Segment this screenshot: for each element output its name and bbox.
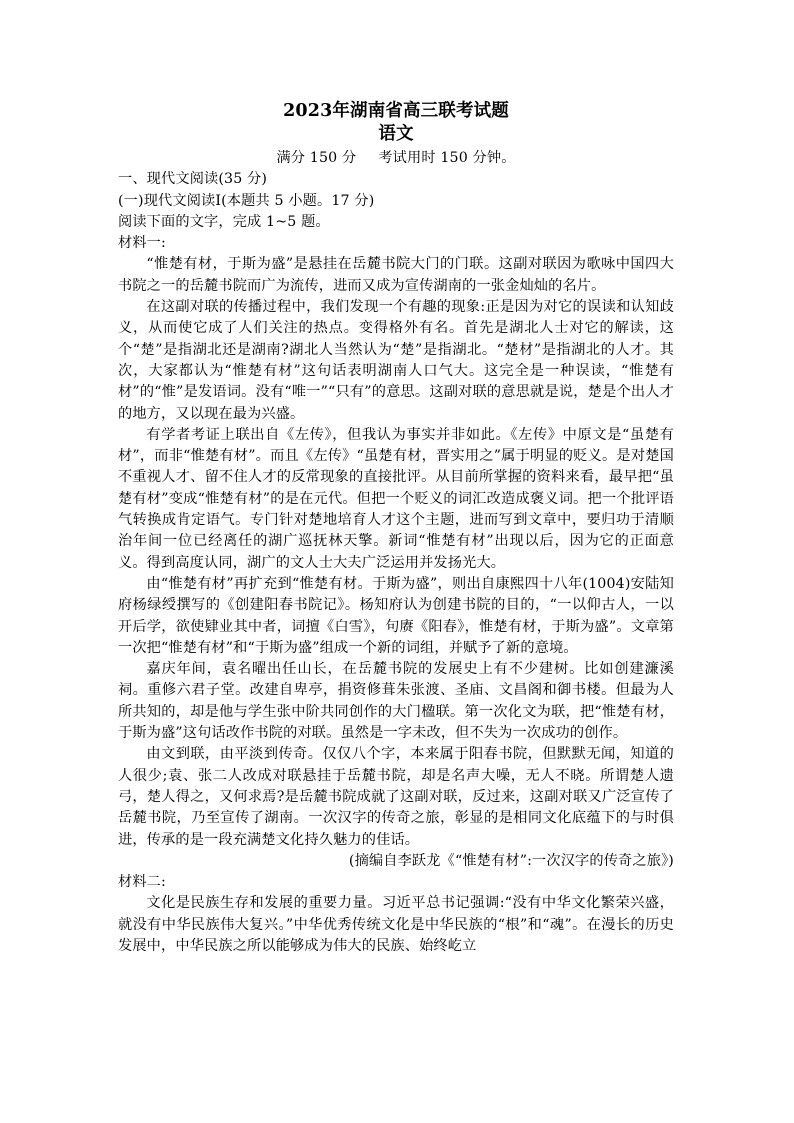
section-heading: 一、现代文阅读(35 分)	[118, 171, 268, 188]
material-one-paragraph: 由文到联，由平淡到传奇。仅仅八个字，本来属于阳春书院，但默默无闻，知道的人很少;袁、张二人改成对联悬挂于岳麓书院，却是名声大噪，无人不晓。所谓楚人遗弓，楚人得之，又何求焉?是岳麓书院成就了这副对联，反过来，这副对联又广泛宣传了岳麓书院，乃至宣传了湖南。一次汉字的传奇之旅，彰显的是相同文化底蕴下的与时俱进，传承的是一段充满楚文化持久魅力的佳话。	[118, 746, 674, 848]
exam-title: 2023年湖南省高三联考试题	[283, 101, 509, 121]
material-one-paragraph: 在这副对联的传播过程中，我们发现一个有趣的现象:正是因为对它的误读和认知歧义，从而使它成了人们关注的热点。变得格外有名。首先是湖北人士对它的解读，这个“楚”是指湖北还是湖南?湖北人当然认为“楚”是指湖北。“楚材”是指湖北的人才。其次，大家都认为“惟楚有材”这句话表明湖南人口气大。这完全是一种误读，“惟楚有材”的“惟”是发语词。没有“唯一”“只有”的意思。这副对联的意思就是说，楚是个出人才的地方，又以现在最为兴盛。	[118, 299, 674, 422]
material-one-paragraph: “惟楚有材，于斯为盛”是悬挂在岳麓书院大门的门联。这副对联因为歌咏中国四大书院之一的岳麓书院而广为流传，进而又成为宣传湖南的一张金灿灿的名片。	[118, 256, 674, 294]
material-two-label: 材料二:	[118, 874, 166, 891]
material-one-paragraph: 嘉庆年间，袁名曜出任山长，在岳麓书院的发展史上有不少建树。比如创建濂溪祠。重修六君子堂。改建自卑亭，捐资修葺朱张渡、圣庙、文昌阁和御书楼。但最为人所共知的，却是他与学生张中阶共同创作的大门楹联。第一次化文为联，把“惟楚有材，于斯为盛”这句话改作书院的对联。虽然是一字未改，但不失为一次成功的创作。	[118, 661, 674, 742]
sub-section-heading: (一)现代文阅读Ⅰ(本题共 5 小题。17 分)	[118, 192, 375, 209]
full-marks: 满分 150 分	[276, 150, 357, 166]
material-one-paragraph: 由“惟楚有材”再扩充到“惟楚有材。于斯为盛”，则出自康熙四十八年(1004)安陆知府杨绿绶撰写的《创建阳春书院记》。杨知府认为创建书院的目的，“一以仰古人，一以开后学，欲使肄业其中者，词擅《白雪》，句赓《阳春》，惟楚有材，于斯为盛”。文章第一次把“惟楚有材”和“于斯为盛”组成一个新的词组，并赋予了新的意境。	[118, 575, 674, 656]
material-one-label: 材料一:	[118, 235, 166, 252]
material-one-source: (摘编自李跃龙《“惟楚有材”:一次汉字的传奇之旅》)	[348, 852, 674, 869]
reading-instruction: 阅读下面的文字，完成 1~5 题。	[118, 213, 330, 230]
time-limit: 考试用时 150 分钟。	[378, 150, 516, 166]
subject-title: 语文	[378, 124, 414, 144]
exam-meta	[118, 148, 674, 169]
exam-page	[118, 100, 674, 957]
material-two-paragraph: 文化是民族生存和发展的重要力量。习近平总书记强调:“没有中华文化繁荣兴盛，就没有中华民族伟大复兴。”中华优秀传统文化是中华民族的“根”和“魂”。在漫长的历史发展中，中华民族之所以能够成为伟大的民族、始终屹立	[118, 895, 674, 954]
material-one-paragraph: 有学者考证上联出自《左传》，但我认为事实并非如此。《左传》中原文是“虽楚有材”，而非“惟楚有材”。而且《左传》“虽楚有材，晋实用之”属于明显的贬义。是对楚国不重视人才、留不住人才的反常现象的直接批评。从目前所掌握的资料来看，最早把“虽楚有材”变成“惟楚有材”的是在元代。但把一个贬义的词汇改造成褒义词。把一个批评语气转换成肯定语气。专门针对楚地培育人才这个主题，进而写到文章中，要归功于清顺治年间一位已经离任的湖广巡抚林天擎。新词“惟楚有材”出现以后，因为它的正面意义。得到高度认同，湖广的文人士大夫广泛运用并发扬光大。	[118, 426, 674, 571]
